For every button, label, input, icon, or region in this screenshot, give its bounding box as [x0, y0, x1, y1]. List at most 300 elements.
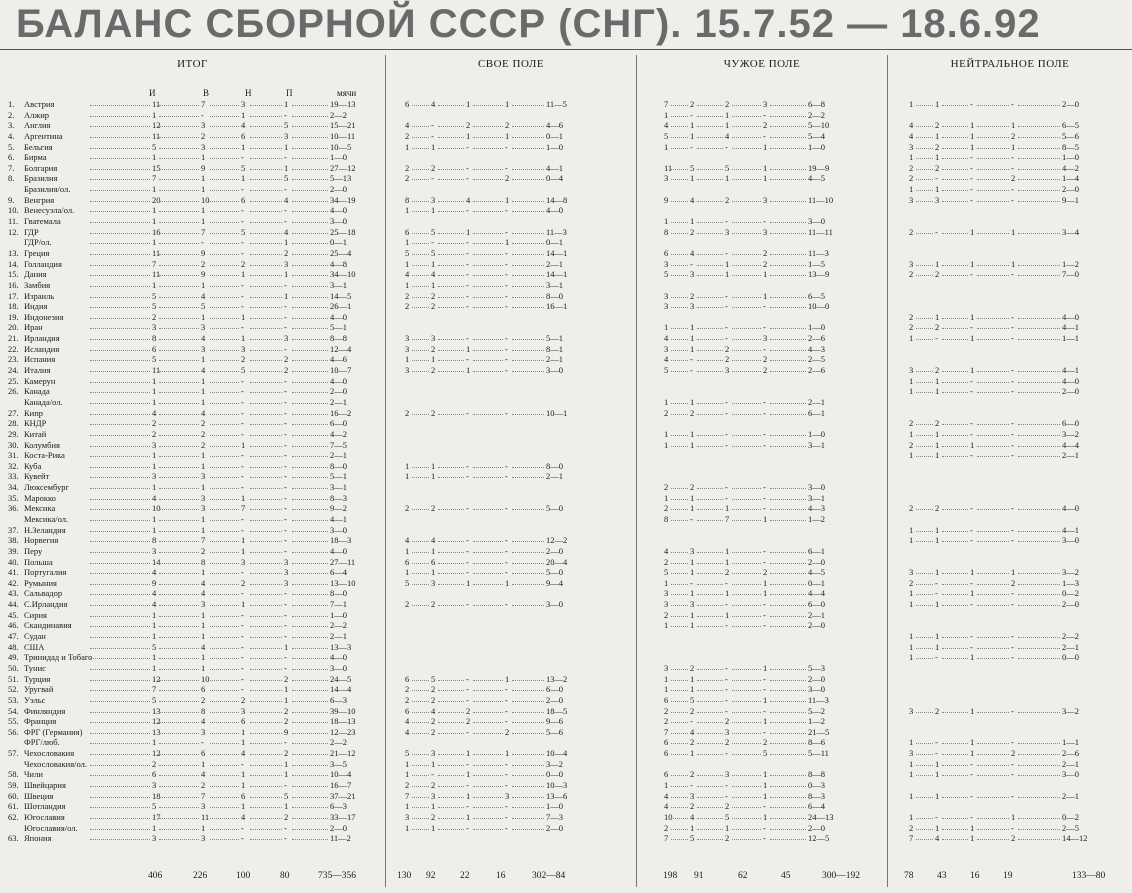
u-cell-2: - [970, 631, 973, 642]
a-cell-0: 3 [664, 343, 669, 354]
total-a-1: 91 [694, 871, 704, 881]
h-cell-4: 3—2 [546, 758, 563, 769]
h-cell-3: - [505, 567, 508, 578]
row-number: 26. [8, 386, 19, 397]
t-cell-0: 1 [152, 631, 157, 642]
t-cell-2: - [241, 631, 244, 642]
dot-leader [159, 233, 199, 234]
h-cell-2: 4 [466, 194, 471, 205]
u-cell-0: 1 [909, 631, 914, 642]
dot-leader [732, 126, 761, 127]
t-cell-0: 18 [152, 790, 161, 801]
dot-leader [412, 829, 429, 830]
dot-leader [977, 648, 1009, 649]
dot-leader [512, 105, 544, 106]
u-cell-1: 2 [935, 418, 940, 429]
dot-leader [250, 754, 282, 755]
dot-leader [159, 563, 199, 564]
row-number: 18. [8, 301, 19, 312]
dot-leader [412, 680, 429, 681]
t-cell-3: 2 [284, 247, 289, 258]
dot-leader [159, 680, 199, 681]
dot-leader [942, 371, 968, 372]
dot-leader [292, 765, 328, 766]
dot-leader [210, 435, 239, 436]
t-cell-2: - [241, 482, 244, 493]
u-cell-1: 1 [935, 758, 940, 769]
h-cell-1: 5 [431, 673, 436, 684]
dot-leader [210, 637, 239, 638]
u-cell-2: - [970, 577, 973, 588]
team-name: Бирма [24, 152, 47, 163]
t-cell-3: 1 [284, 162, 289, 173]
h-cell-2: - [466, 599, 469, 610]
dot-leader [90, 829, 150, 830]
dot-leader [412, 605, 429, 606]
dot-leader [671, 446, 688, 447]
dot-leader [292, 254, 328, 255]
h-cell-3: 1 [505, 130, 510, 141]
dot-leader [250, 541, 282, 542]
t-cell-2: 3 [241, 705, 246, 716]
dot-leader [250, 690, 282, 691]
a-cell-2: - [725, 407, 728, 418]
dot-leader [977, 328, 1009, 329]
a-cell-3: - [763, 216, 766, 227]
u-cell-2: 1 [970, 439, 975, 450]
u-cell-4: 6—0 [1062, 418, 1079, 429]
dot-leader [671, 328, 688, 329]
a-cell-2: 1 [725, 258, 730, 269]
dot-leader [977, 754, 1009, 755]
t-cell-0: 6 [152, 769, 157, 780]
dot-leader [292, 669, 328, 670]
dot-leader [210, 509, 239, 510]
dot-leader [942, 637, 968, 638]
t-cell-1: 1 [201, 609, 206, 620]
dot-leader [473, 467, 503, 468]
dot-leader [412, 169, 429, 170]
h-cell-4: 4—6 [546, 120, 563, 131]
dot-leader [512, 371, 544, 372]
dot-leader [438, 563, 464, 564]
dot-leader [732, 520, 761, 521]
dot-leader [412, 467, 429, 468]
a-cell-0: 2 [664, 716, 669, 727]
t-cell-0: 1 [152, 237, 157, 248]
u-cell-2: 1 [970, 652, 975, 663]
dot-leader [671, 148, 688, 149]
dot-leader [412, 339, 429, 340]
dot-leader [732, 222, 761, 223]
u-cell-2: - [970, 184, 973, 195]
section-header-total: ИТОГ [177, 58, 208, 70]
dot-leader [916, 775, 933, 776]
dot-leader [1018, 318, 1060, 319]
dot-leader [942, 148, 968, 149]
dot-leader [512, 148, 544, 149]
t-cell-4: 8—3 [330, 492, 347, 503]
h-cell-4: 0—1 [546, 237, 563, 248]
h-cell-0: 1 [405, 769, 410, 780]
dot-leader [292, 743, 328, 744]
a-cell-2: 1 [725, 109, 730, 120]
u-cell-3: - [1011, 322, 1014, 333]
dot-leader [732, 328, 761, 329]
t-cell-2: - [241, 758, 244, 769]
dot-leader [210, 520, 239, 521]
u-cell-3: - [1011, 269, 1014, 280]
dot-leader [159, 712, 199, 713]
h-cell-1: 2 [431, 811, 436, 822]
dot-leader [412, 690, 429, 691]
dot-leader [770, 350, 806, 351]
a-cell-1: 2 [690, 801, 695, 812]
dot-leader [292, 829, 328, 830]
a-cell-1: 4 [690, 194, 695, 205]
h-cell-1: 4 [431, 99, 436, 109]
dot-leader [90, 520, 150, 521]
a-cell-2: - [725, 790, 728, 801]
u-cell-4: 4—0 [1062, 311, 1079, 322]
a-cell-3: - [763, 801, 766, 812]
h-cell-1: 2 [431, 301, 436, 312]
h-cell-2: - [466, 567, 469, 578]
dot-leader [697, 573, 723, 574]
h-cell-4: 10—3 [546, 780, 568, 790]
team-name: Норвегия [24, 535, 59, 546]
a-cell-4: 2—0 [808, 673, 825, 684]
u-cell-4: 2—6 [1062, 748, 1079, 759]
total-t-1: 226 [193, 871, 208, 881]
u-cell-1: 1 [935, 152, 940, 163]
t-cell-2: 5 [241, 365, 246, 376]
t-cell-3: - [284, 450, 287, 461]
h-cell-3: - [505, 503, 508, 514]
h-cell-4: 10—1 [546, 407, 568, 418]
dot-leader [697, 584, 723, 585]
dot-leader [916, 382, 933, 383]
team-name: Швейцария [24, 780, 66, 790]
dot-leader [159, 520, 199, 521]
t-cell-1: 1 [201, 216, 206, 227]
dot-leader [512, 733, 544, 734]
dot-leader [977, 265, 1009, 266]
t-cell-4: 24—5 [330, 673, 352, 684]
a-cell-2: 2 [725, 567, 730, 578]
dot-leader [90, 318, 150, 319]
dot-leader [473, 265, 503, 266]
dot-leader [512, 339, 544, 340]
dot-leader [292, 137, 328, 138]
h-cell-1: 2 [431, 343, 436, 354]
dot-leader [250, 786, 282, 787]
u-cell-0: 2 [909, 503, 914, 514]
h-cell-1: 1 [431, 471, 436, 482]
row-number: 23. [8, 354, 19, 365]
t-cell-3: 1 [284, 684, 289, 695]
dot-leader [250, 477, 282, 478]
a-cell-4: 6—1 [808, 545, 825, 556]
dot-leader [210, 594, 239, 595]
dot-leader [210, 382, 239, 383]
dot-leader [210, 829, 239, 830]
dot-leader [1018, 371, 1060, 372]
u-cell-0: 1 [909, 790, 914, 801]
dot-leader [210, 786, 239, 787]
dot-leader [159, 435, 199, 436]
dot-leader [697, 435, 723, 436]
total-t-2: 100 [236, 871, 251, 881]
dot-leader [942, 775, 968, 776]
h-cell-0: 2 [405, 780, 410, 790]
dot-leader [697, 233, 723, 234]
t-cell-2: 6 [241, 790, 246, 801]
dot-leader [770, 733, 806, 734]
dot-leader [90, 669, 150, 670]
dot-leader [292, 158, 328, 159]
t-cell-1: 9 [201, 247, 206, 258]
t-cell-3: - [284, 396, 287, 407]
dot-leader [671, 722, 688, 723]
t-cell-3: 2 [284, 365, 289, 376]
dot-leader [159, 648, 199, 649]
dot-leader [732, 839, 761, 840]
dot-leader [292, 243, 328, 244]
h-cell-1: 1 [431, 801, 436, 812]
t-cell-0: 2 [152, 758, 157, 769]
dot-leader [210, 467, 239, 468]
u-cell-3: - [1011, 790, 1014, 801]
u-cell-4: 6—5 [1062, 120, 1079, 131]
t-cell-0: 13 [152, 726, 161, 737]
dot-leader [732, 509, 761, 510]
team-name: Болгария [24, 162, 58, 173]
u-cell-3: 1 [1011, 120, 1016, 131]
team-name: Мексика/ол. [24, 513, 69, 524]
a-cell-2: - [725, 247, 728, 258]
team-name: Финляндия [24, 705, 66, 716]
a-cell-2: 1 [725, 173, 730, 184]
dot-leader [671, 573, 688, 574]
dot-leader [292, 190, 328, 191]
u-cell-2: 1 [970, 120, 975, 131]
dot-leader [942, 328, 968, 329]
a-cell-1: 1 [690, 556, 695, 567]
dot-leader [292, 360, 328, 361]
row-number: 20. [8, 322, 19, 333]
t-cell-3: 1 [284, 237, 289, 248]
t-cell-2: - [241, 471, 244, 482]
u-cell-2: 1 [970, 365, 975, 376]
dot-leader [210, 265, 239, 266]
u-cell-0: 2 [909, 439, 914, 450]
t-cell-2: 2 [241, 577, 246, 588]
dot-leader [210, 424, 239, 425]
team-name: Венгрия [24, 194, 55, 205]
a-cell-1: - [690, 513, 693, 524]
h-cell-3: - [505, 822, 508, 833]
dot-leader [292, 169, 328, 170]
t-cell-1: 1 [201, 450, 206, 461]
dot-leader [250, 211, 282, 212]
row-number: 43. [8, 588, 19, 599]
h-cell-1: 4 [431, 269, 436, 280]
dot-leader [159, 275, 199, 276]
h-cell-1: - [431, 237, 434, 248]
dot-leader [250, 563, 282, 564]
dot-leader [942, 839, 968, 840]
u-cell-3: - [1011, 588, 1014, 599]
u-cell-3: - [1011, 375, 1014, 386]
dot-leader [697, 179, 723, 180]
dot-leader [438, 169, 464, 170]
dot-leader [697, 105, 723, 106]
t-cell-0: 1 [152, 460, 157, 471]
u-cell-1: 1 [935, 790, 940, 801]
dot-leader [90, 616, 150, 617]
dot-leader [977, 201, 1009, 202]
h-cell-0: 1 [405, 141, 410, 152]
dot-leader [292, 563, 328, 564]
dot-leader [250, 680, 282, 681]
t-cell-0: 5 [152, 290, 157, 301]
h-cell-1: 5 [431, 247, 436, 258]
a-cell-2: - [725, 684, 728, 695]
dot-leader [412, 137, 429, 138]
a-cell-1: 4 [690, 247, 695, 258]
t-cell-0: 1 [152, 482, 157, 493]
t-cell-0: 20 [152, 194, 161, 205]
t-cell-2: - [241, 216, 244, 227]
a-cell-4: 1—0 [808, 322, 825, 333]
row-number: 17. [8, 290, 19, 301]
dot-leader [770, 148, 806, 149]
a-cell-4: 8—8 [808, 769, 825, 780]
dot-leader [916, 446, 933, 447]
dot-leader [250, 712, 282, 713]
dot-leader [732, 414, 761, 415]
t-cell-4: 2—1 [330, 450, 347, 461]
dot-leader [292, 328, 328, 329]
team-name: Чехословакия/ол. [24, 758, 87, 769]
row-number: 46. [8, 620, 19, 631]
a-cell-0: 7 [664, 726, 669, 737]
a-cell-4: 24—13 [808, 811, 834, 822]
a-cell-3: 1 [763, 780, 768, 790]
a-cell-3: 1 [763, 141, 768, 152]
t-cell-4: 10—7 [330, 365, 352, 376]
t-cell-3: 1 [284, 801, 289, 812]
dot-leader [292, 488, 328, 489]
dot-leader [90, 307, 150, 308]
dot-leader [977, 637, 1009, 638]
u-cell-1: - [935, 577, 938, 588]
dot-leader [210, 116, 239, 117]
t-cell-2: 4 [241, 811, 246, 822]
dot-leader [671, 169, 688, 170]
t-cell-4: 27—11 [330, 556, 356, 567]
dot-leader [916, 648, 933, 649]
t-cell-1: 3 [201, 322, 206, 333]
team-name: Голландия [24, 258, 62, 269]
team-name: Кипр [24, 407, 44, 418]
a-cell-4: 2—0 [808, 620, 825, 631]
dot-leader [250, 616, 282, 617]
h-cell-2: 1 [466, 577, 471, 588]
h-cell-4: 12—2 [546, 535, 568, 546]
dot-leader [250, 392, 282, 393]
h-cell-0: 3 [405, 343, 410, 354]
t-cell-0: 4 [152, 492, 157, 503]
t-cell-4: 2—0 [330, 822, 347, 833]
dot-leader [438, 722, 464, 723]
a-cell-2: 7 [725, 513, 730, 524]
t-cell-0: 9 [152, 577, 157, 588]
t-cell-2: - [241, 418, 244, 429]
a-cell-4: 11—11 [808, 226, 833, 237]
t-cell-3: 9 [284, 726, 289, 737]
a-cell-0: 1 [664, 109, 669, 120]
dot-leader [90, 722, 150, 723]
a-cell-4: 4—4 [808, 588, 825, 599]
a-cell-2: 2 [725, 716, 730, 727]
dot-leader [159, 541, 199, 542]
h-cell-1: 1 [431, 567, 436, 578]
u-cell-1: 2 [935, 269, 940, 280]
dot-leader [977, 148, 1009, 149]
dot-leader [210, 584, 239, 585]
a-cell-3: 2 [763, 258, 768, 269]
dot-leader [90, 392, 150, 393]
dot-leader [412, 297, 429, 298]
dot-leader [1018, 275, 1060, 276]
u-cell-2: 1 [970, 311, 975, 322]
h-cell-0: 4 [405, 269, 410, 280]
a-cell-1: 2 [690, 769, 695, 780]
h-cell-4: 3—0 [546, 599, 563, 610]
dot-leader [942, 137, 968, 138]
team-name: Венесуэла/ол. [24, 205, 75, 216]
dot-leader [916, 424, 933, 425]
dot-leader [250, 807, 282, 808]
h-cell-0: 1 [405, 567, 410, 578]
dot-leader [438, 754, 464, 755]
dot-leader [159, 297, 199, 298]
h-cell-2: - [466, 535, 469, 546]
dot-leader [159, 690, 199, 691]
page-title: БАЛАНС СБОРНОЙ СССР (СНГ). 15.7.52 — 18.6.92 [16, 2, 1041, 46]
a-cell-0: 3 [664, 599, 669, 610]
t-cell-2: - [241, 184, 244, 195]
dot-leader [250, 584, 282, 585]
dot-leader [292, 499, 328, 500]
t-cell-4: 34—10 [330, 269, 356, 280]
t-cell-1: 1 [201, 396, 206, 407]
dot-leader [90, 105, 150, 106]
dot-leader [977, 456, 1009, 457]
u-cell-2: 1 [970, 737, 975, 748]
dot-leader [90, 190, 150, 191]
a-cell-4: 4—3 [808, 343, 825, 354]
t-cell-3: 3 [284, 333, 289, 344]
a-cell-0: 2 [664, 503, 669, 514]
row-number: 21. [8, 333, 19, 344]
dot-leader [916, 233, 933, 234]
h-cell-4: 20—4 [546, 556, 568, 567]
dot-leader [1018, 573, 1060, 574]
dot-leader [292, 818, 328, 819]
